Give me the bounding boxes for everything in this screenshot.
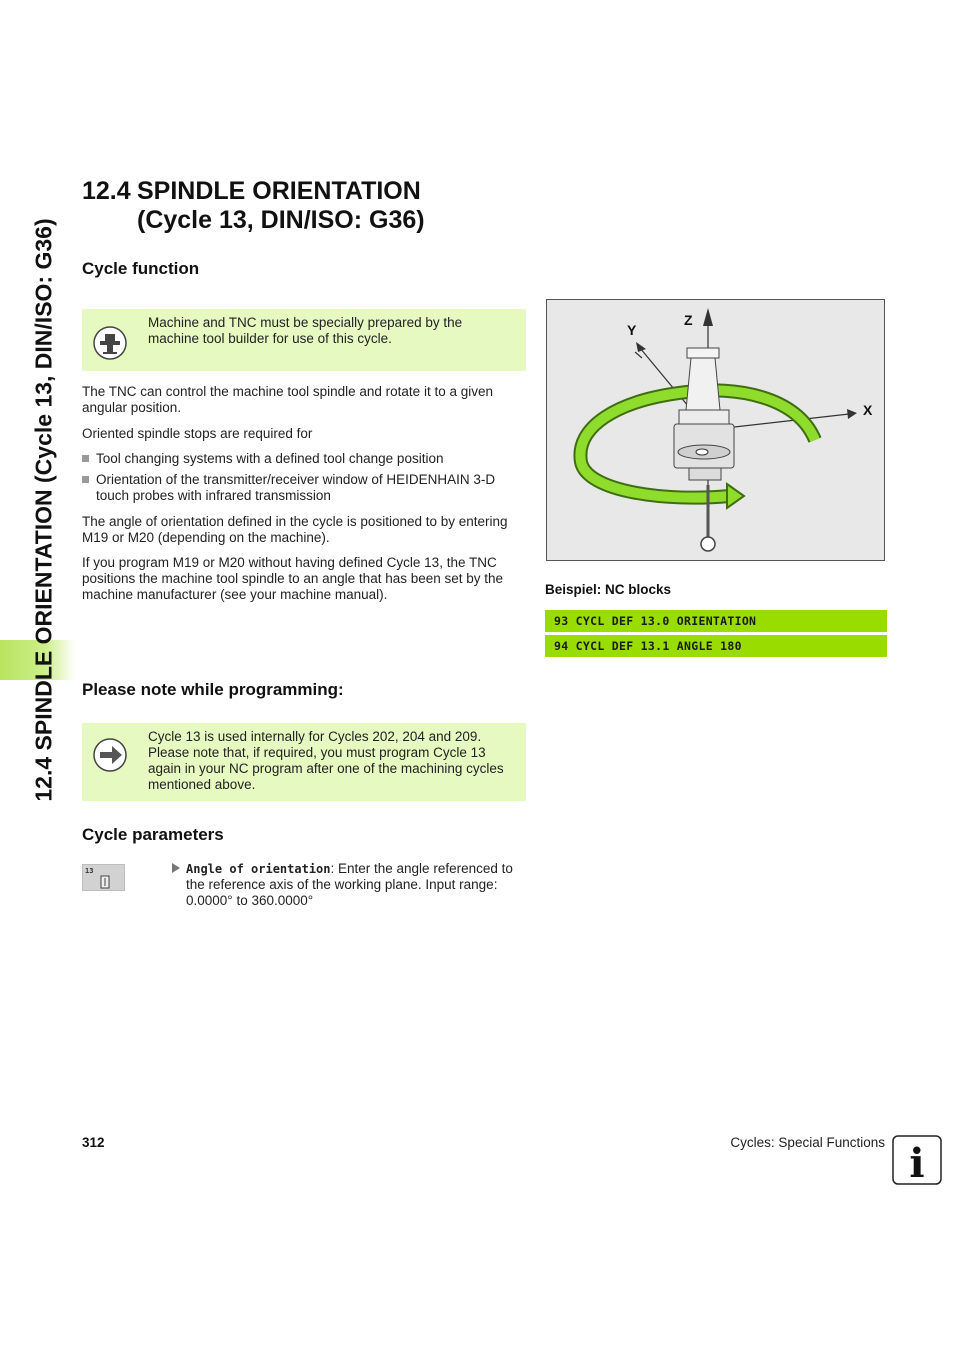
axis-label-y: Y bbox=[627, 322, 637, 338]
cycle-13-softkey[interactable] bbox=[82, 864, 125, 891]
spindle-illustration bbox=[547, 300, 886, 562]
bullet-item bbox=[82, 472, 526, 504]
softkey-label: 13 bbox=[85, 867, 94, 875]
info-icon bbox=[892, 1135, 942, 1185]
heading-please-note: Please note while programming: bbox=[82, 680, 344, 699]
chapter-title: Cycles: Special Functions bbox=[730, 1135, 885, 1150]
axis-label-x: X bbox=[863, 402, 873, 418]
paragraph-control: The TNC can control the machine tool spindle and rotate it to a given angular position. bbox=[82, 384, 493, 415]
machine-note-box bbox=[82, 309, 526, 371]
nc-block-line: 93 CYCL DEF 13.0 ORIENTATION bbox=[545, 610, 887, 632]
example-label: Beispiel: NC blocks bbox=[545, 582, 672, 597]
spindle-figure bbox=[546, 299, 885, 561]
axis-label-z: Z bbox=[684, 312, 693, 328]
bullet-marker bbox=[82, 455, 89, 462]
triangle-bullet-icon bbox=[172, 863, 180, 873]
parameter-name: Angle of orientation bbox=[186, 862, 331, 876]
page-title bbox=[82, 177, 425, 235]
heading-cycle-parameters: Cycle parameters bbox=[82, 825, 224, 844]
nc-block-line: 94 CYCL DEF 13.1 ANGLE 180 bbox=[545, 635, 887, 657]
heading-cycle-function: Cycle function bbox=[82, 259, 200, 278]
paragraph-required: Oriented spindle stops are required for bbox=[82, 426, 313, 441]
programming-note-box bbox=[82, 723, 526, 801]
bullet-text: Orientation of the transmitter/receiver window of HEIDENHAIN 3-D touch probes with infrared transmission bbox=[96, 472, 496, 503]
title-line2: (Cycle 13, DIN/ISO: G36) bbox=[137, 206, 425, 234]
parameter-description: : Enter the angle referenced to the reference axis of the working plane. Input range: 0.0000° to 360.0000° bbox=[186, 861, 513, 908]
machine-icon bbox=[92, 325, 128, 366]
title-line1: SPINDLE ORIENTATION bbox=[137, 177, 421, 205]
spindle-icon bbox=[100, 875, 110, 889]
paragraph-angle: The angle of orientation defined in the cycle is positioned to by entering M19 or M20 (depending on the machine). bbox=[82, 514, 508, 545]
bullet-item bbox=[82, 451, 526, 467]
arrow-right-icon bbox=[92, 737, 128, 778]
programming-note-text: Cycle 13 is used internally for Cycles 202, 204 and 209. Please note that, if required, you must program Cycle 13 again in your NC program after one of the machining cycles mentioned above. bbox=[148, 729, 504, 792]
info-letter: i bbox=[909, 1140, 925, 1185]
page-number: 312 bbox=[82, 1135, 105, 1150]
section-number: 12.4 bbox=[82, 177, 131, 205]
machine-note-text: Machine and TNC must be specially prepared by the machine tool builder for use of this cycle. bbox=[148, 315, 463, 346]
bullet-text: Tool changing systems with a defined tool change position bbox=[96, 451, 444, 466]
bullet-marker bbox=[82, 476, 89, 483]
parameter-angle-of-orientation bbox=[172, 861, 526, 909]
paragraph-m19: If you program M19 or M20 without having defined Cycle 13, the TNC positions the machine tool spindle to an angle that has been set by the machine manufacturer (see your machine manual). bbox=[82, 555, 504, 602]
